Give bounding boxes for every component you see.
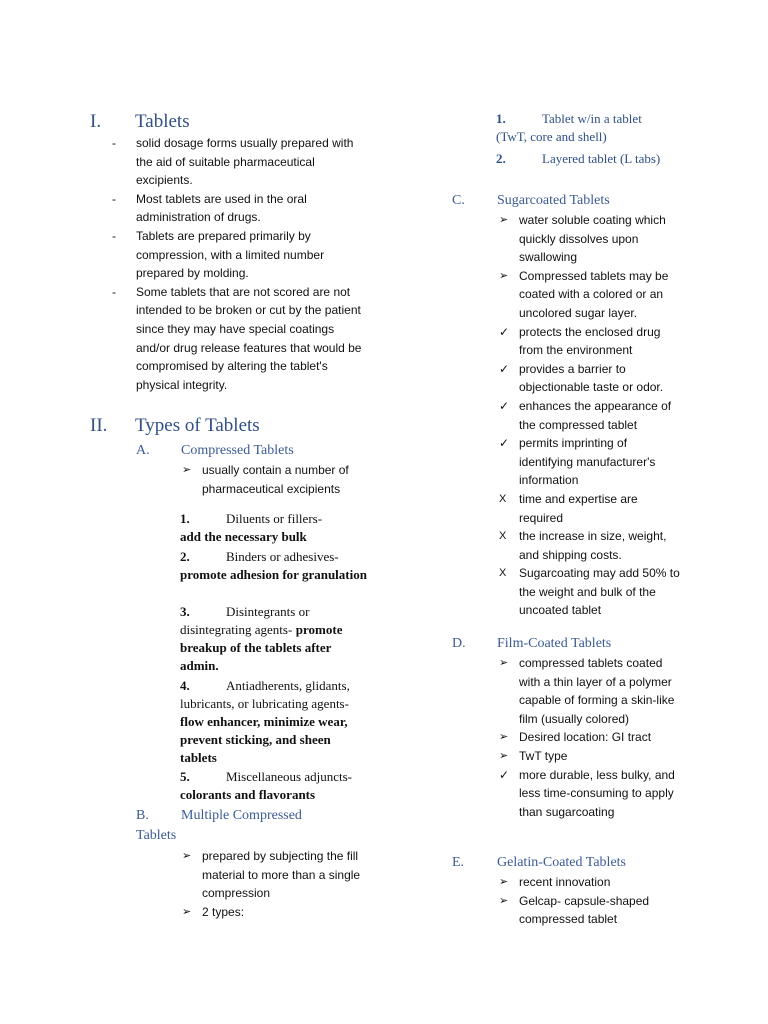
list-item: ➢ usually contain a number of pharmaceutical excipients: [182, 463, 349, 496]
subsection-a-heading: A. Compressed Tablets: [136, 443, 294, 458]
section-2-heading: [90, 415, 370, 437]
list-item: X time and expertise are required: [499, 491, 638, 525]
list-item: ✓ protects the enclosed drug from the environment: [499, 324, 661, 358]
list-item: ✓ enhances the appearance of the compressed tablet: [499, 398, 672, 432]
excipient-item: 2. Binders or adhesives- promote adhesion for granulation: [180, 549, 367, 582]
list-item: ➢ water soluble coating which quickly dissolves upon swallowing: [499, 213, 666, 265]
subsection-b-heading: B. Multiple Compressed Tablets: [136, 808, 302, 843]
subsection-a-bullets: [180, 461, 370, 498]
subsection-d-items: [497, 654, 682, 821]
subsection-e-heading: E. Gelatin-Coated Tablets: [452, 855, 627, 870]
section-1-numeral: I.: [90, 111, 102, 132]
section-2-title: Types of Tablets: [135, 415, 260, 436]
list-item: ➢ TwT type: [499, 748, 568, 763]
list-item: ➢ Compressed tablets may be coated with a colored or an uncolored sugar layer.: [499, 268, 669, 320]
list-item: ➢ Desired location: GI tract: [499, 730, 652, 745]
list-item: - Most tablets are used in the oral administration of drugs.: [112, 191, 307, 225]
list-item: ➢ Gelcap- capsule-shaped compressed tablet: [499, 893, 650, 927]
list-item: ➢ recent innovation: [499, 875, 611, 889]
section-1-heading: [90, 111, 350, 133]
list-item: ➢ compressed tablets coated with a thin layer of a polymer capable of forming a skin-like film (usually colored): [499, 656, 675, 726]
multiple-type-item: 1. Tablet w/in a tablet (TwT, core and shell): [496, 111, 642, 144]
subsection-c-heading: C. Sugarcoated Tablets: [452, 193, 610, 208]
section-1-bullets: [112, 134, 364, 394]
section-1-title: Tablets: [135, 111, 190, 132]
list-item: ➢ prepared by subjecting the fill material to more than a single compression: [182, 849, 361, 901]
list-item: ➢ 2 types:: [182, 904, 245, 919]
excipient-item: 1. Diluents or fillers- add the necessary bulk: [180, 511, 323, 544]
list-item: ✓ more durable, less bulky, and less time-consuming to apply than sugarcoating: [499, 767, 675, 819]
list-item: ✓ permits imprinting of identifying manufacturer's information: [499, 436, 656, 488]
subsection-b-bullets: [180, 847, 370, 921]
section-2-numeral: II.: [90, 415, 108, 436]
subsection-c-items: [497, 211, 682, 620]
subsection-d-heading: D. Film-Coated Tablets: [452, 636, 612, 651]
excipient-item: 4. Antiadherents, glidants, lubricants, or lubricating agents- flow enhancer, minimize wear, prevent sticking, and sheen tablets: [180, 678, 350, 765]
list-item: ✓ provides a barrier to objectionable taste or odor.: [499, 361, 664, 395]
list-item: - Some tablets that are not scored are not intended to be broken or cut by the patient since they may have special coatings and/or drug release features that would be compromised by altering the tablet's physical integrity.: [112, 284, 362, 392]
multiple-type-item: 2. Layered tablet (L tabs): [496, 151, 661, 166]
list-item: - Tablets are prepared primarily by compression, with a limited number prepared by molding.: [112, 228, 325, 281]
list-item: X Sugarcoating may add 50% to the weight and bulk of the uncoated tablet: [499, 566, 680, 618]
list-item: - solid dosage forms usually prepared with the aid of suitable pharmaceutical excipients.: [112, 136, 354, 188]
excipient-item: 3. Disintegrants or disintegrating agents- promote breakup of the tablets after admin.: [180, 604, 343, 673]
subsection-e-items: [497, 873, 682, 929]
excipient-item: 5. Miscellaneous adjuncts- colorants and flavorants: [180, 769, 352, 802]
list-item: X the increase in size, weight, and shipping costs.: [499, 529, 667, 562]
